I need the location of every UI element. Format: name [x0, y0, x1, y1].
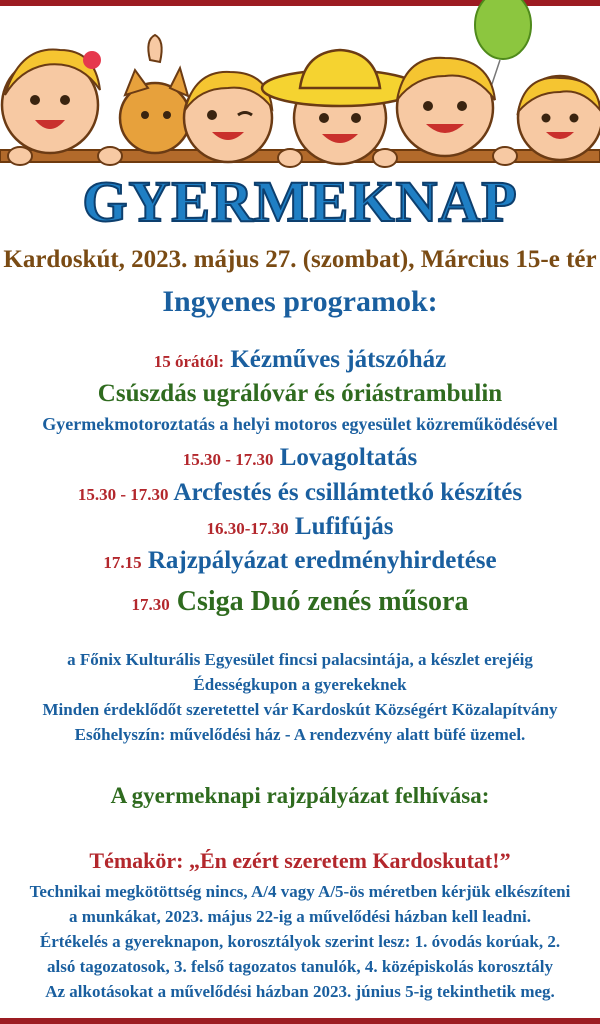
program-item	[0, 346, 600, 374]
program-item	[0, 444, 600, 472]
info-line: a Főnix Kulturális Egyesület fincsi palacsintája, a készlet erejéig	[67, 650, 533, 669]
program-name: Lufifújás	[294, 513, 394, 540]
contest-line: alsó tagozatosok, 3. felső tagozatos tanulók, 4. középiskolás korosztály	[47, 957, 553, 976]
info-line: Minden érdeklődőt szeretettel vár Kardoskút Községért Közalapítvány	[42, 700, 558, 719]
program-time: 17.30	[131, 595, 170, 614]
program-time: 15.30 - 17.30	[182, 450, 274, 469]
program-name: Arcfestés és csillámtetkó készítés	[173, 479, 523, 506]
program-time: 15 órától:	[153, 352, 225, 371]
program-name: Csiga Duó zenés műsora	[176, 586, 469, 617]
poster-title: GYERMEKNAP	[82, 169, 518, 234]
program-item: Csúszdás ugrálóvár és óriástrambulin	[97, 380, 503, 407]
program-item	[0, 513, 600, 541]
contest-heading: A gyermeknapi rajzpályázat felhívása:	[110, 783, 490, 808]
free-programs-heading: Ingyenes programok:	[162, 285, 438, 318]
program-item	[0, 586, 600, 618]
info-line: Esőhelyszín: művelődési ház - A rendezvény alatt büfé üzemel.	[74, 725, 526, 744]
contest-line: Az alkotásokat a művelődési házban 2023. június 5-ig tekinthetik meg.	[45, 982, 555, 1001]
program-time: 15.30 - 17.30	[77, 485, 169, 504]
location-line: Kardoskút, 2023. május 27. (szombat), Március 15-e tér	[3, 246, 597, 273]
contest-line: a munkákat, 2023. május 22-ig a művelődési házban kell leadni.	[69, 907, 531, 926]
info-line: Édességkupon a gyerekeknek	[193, 675, 407, 694]
program-name: Lovagoltatás	[279, 444, 418, 471]
contest-line: Értékelés a gyereknapon, korosztályok szerint lesz: 1. óvodás korúak, 2.	[39, 932, 561, 951]
program-name: Kézműves játszóház	[230, 346, 447, 373]
program-item	[0, 547, 600, 575]
program-time: 17.15	[103, 553, 142, 572]
cartoon-kids-illustration	[0, 0, 600, 175]
program-item: Gyermekmotoroztatás a helyi motoros egyesület közreműködésével	[42, 414, 558, 434]
bottom-border	[0, 1018, 600, 1024]
contest-theme: Témakör: „Én ezért szeretem Kardoskutat!”	[89, 848, 511, 873]
program-item	[0, 479, 600, 507]
contest-line: Technikai megkötöttség nincs, A/4 vagy A/5-ös méretben kérjük elkészíteni	[29, 882, 571, 901]
program-time: 16.30-17.30	[206, 519, 289, 538]
program-name: Rajzpályázat eredményhirdetése	[147, 547, 497, 574]
